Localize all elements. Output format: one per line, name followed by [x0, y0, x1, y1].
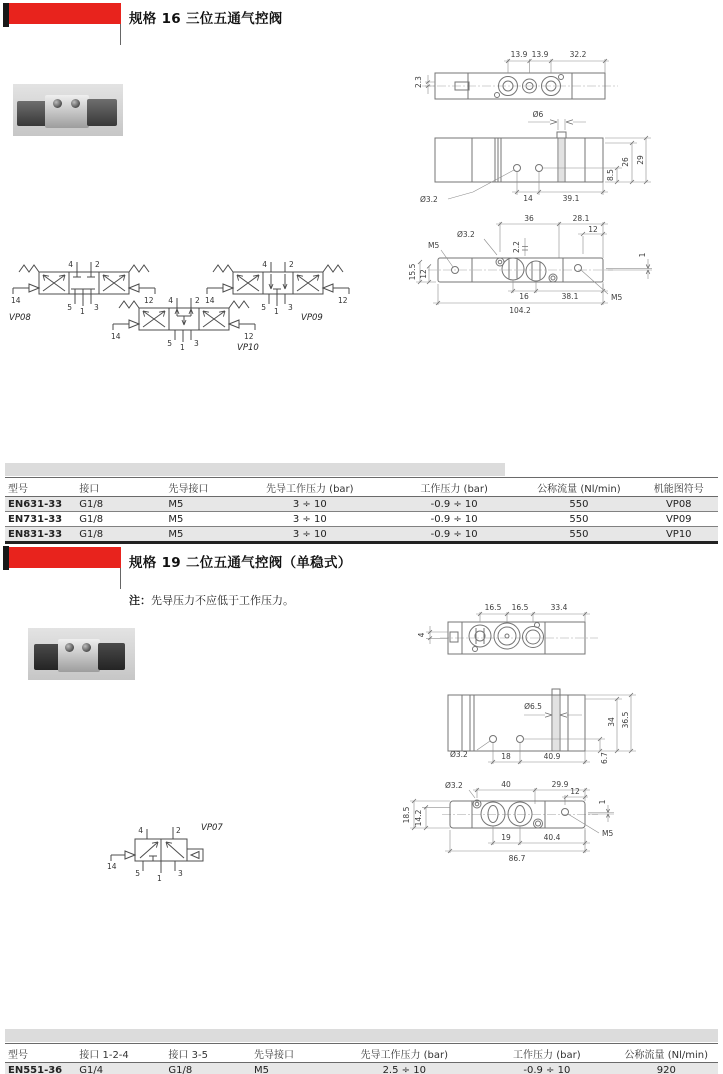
- dim-label: 39.1: [562, 194, 580, 203]
- dim-label: M5: [602, 829, 614, 838]
- header-cell: 先导工作压力 (bar): [329, 1044, 479, 1063]
- table-cell: G1/8: [168, 1064, 193, 1074]
- table-cell: G1/8: [79, 513, 104, 525]
- dim-label: 15.5: [408, 263, 417, 281]
- dim-label: 29.9: [551, 780, 569, 789]
- section2-title: 规格 19 二位五通气控阀（单稳式）: [129, 555, 352, 571]
- dim-label: Ø6: [532, 110, 544, 119]
- port-label: 2: [289, 260, 294, 269]
- valve-body: [58, 639, 100, 672]
- symbol-label: VP10: [237, 343, 259, 353]
- dim-label: 8.5: [606, 169, 615, 181]
- pneumatic-symbols-size16: [5, 250, 355, 355]
- view-top: [414, 50, 618, 99]
- dim-label: 13.9: [510, 50, 528, 59]
- header-cell: 接口 1-2-4: [76, 1044, 165, 1063]
- port-label: 3: [94, 303, 99, 312]
- table-cell: 550: [569, 528, 589, 540]
- dim-label: 14.2: [414, 809, 423, 827]
- port-label: 3: [178, 869, 183, 878]
- model-cell: EN731-33: [8, 513, 63, 525]
- table-cell: M5: [168, 513, 184, 525]
- symbol-vp08: [11, 260, 155, 316]
- note-text: 先导压力不应低于工作压力。: [151, 594, 294, 607]
- dim-label: 36: [524, 214, 534, 223]
- header-cell: 型号: [5, 478, 76, 497]
- table-cell: 3 ÷ 10: [292, 498, 327, 510]
- table-cell: -0.9 ÷ 10: [430, 513, 478, 525]
- port-label: 2: [176, 826, 181, 835]
- valve-port: [53, 99, 62, 108]
- port-label: 4: [68, 260, 73, 269]
- view-front: [448, 689, 636, 764]
- spec-table-size19: [5, 1043, 718, 1074]
- dim-label: 2.3: [414, 76, 423, 88]
- model-cell: EN631-33: [8, 498, 63, 510]
- header-cell: 先导接口: [165, 478, 229, 497]
- port-label: 2: [195, 296, 200, 305]
- table-cell: -0.9 ÷ 10: [430, 498, 478, 510]
- header-cell: 型号: [5, 1044, 76, 1063]
- valve-cap-right: [87, 99, 117, 126]
- dim-label: Ø3.2: [457, 230, 475, 239]
- valve-port: [71, 99, 80, 108]
- symbol-label: VP07: [201, 823, 223, 833]
- header-cell: 先导工作压力 (bar): [230, 478, 390, 497]
- product-photo-size19: [28, 628, 135, 680]
- dim-label: M5: [428, 241, 440, 250]
- dim-label: 12: [570, 787, 580, 796]
- spec-table-size19-wrap: [5, 1043, 718, 1074]
- symbol-label: VP08: [9, 313, 31, 323]
- model-cell: EN831-33: [8, 528, 63, 540]
- port-label: 2: [95, 260, 100, 269]
- dim-label: Ø6.5: [524, 702, 542, 711]
- port-label: 14: [205, 296, 215, 305]
- spec-table-size16-wrap: [5, 477, 718, 544]
- table-header-row: [5, 478, 718, 497]
- table-cell: 550: [569, 513, 589, 525]
- dim-label: 40.9: [543, 752, 561, 761]
- section2-divider-line: [120, 568, 121, 589]
- dim-label: 18.5: [402, 806, 411, 824]
- section1-red-banner: [9, 3, 121, 24]
- valve-cap-left: [34, 644, 60, 670]
- view-bottom: [402, 780, 614, 863]
- header-cell: 公称流量 (Nl/min): [518, 478, 639, 497]
- dim-label: 104.2: [509, 306, 531, 315]
- dim-label: 29: [636, 155, 645, 165]
- table-cell: G1/8: [79, 498, 104, 510]
- table-cell: -0.9 ÷ 10: [430, 528, 478, 540]
- dim-label: 16: [519, 292, 529, 301]
- note-label: 注：: [129, 594, 151, 607]
- port-label: 1: [274, 307, 279, 316]
- dim-label: 18: [501, 752, 511, 761]
- view-top: [417, 603, 598, 654]
- table-cell: VP08: [665, 498, 692, 510]
- header-cell: 工作压力 (bar): [390, 478, 518, 497]
- table-cell: M5: [253, 1064, 269, 1074]
- section1-divider-line: [120, 24, 121, 45]
- table-row: [5, 1063, 718, 1074]
- dim-label: 38.1: [561, 292, 579, 301]
- header-cell: 机能图符号: [640, 478, 718, 497]
- product-photo-size16: [13, 84, 123, 136]
- view-bottom: [408, 214, 652, 315]
- table2-gray-band: [5, 1029, 718, 1042]
- table-cell: G1/4: [79, 1064, 104, 1074]
- dim-label: 6.7: [600, 752, 609, 764]
- dim-label: 14: [523, 194, 533, 203]
- dim-label: 4: [417, 632, 426, 638]
- dim-label: M5: [611, 293, 623, 302]
- dim-label: 16.5: [484, 603, 502, 612]
- section2-red-banner: [9, 547, 121, 568]
- port-label: 12: [338, 296, 348, 305]
- table-cell: -0.9 ÷ 10: [523, 1064, 571, 1074]
- dim-label: 28.1: [572, 214, 590, 223]
- port-label: 1: [180, 343, 185, 352]
- header-cell: 公称流量 (Nl/min): [615, 1044, 718, 1063]
- table-cell: 550: [569, 498, 589, 510]
- table-cell: 3 ÷ 10: [292, 513, 327, 525]
- port-label: 4: [168, 296, 173, 305]
- table-cell: 2.5 ÷ 10: [382, 1064, 426, 1074]
- dim-label: 19: [501, 833, 511, 842]
- valve-port: [82, 643, 91, 652]
- dim-label: Ø3.2: [420, 195, 438, 204]
- dim-label: 36.5: [621, 711, 630, 729]
- dim-label: Ø3.2: [450, 750, 468, 759]
- valve-cap-right: [98, 643, 125, 670]
- dim-label: 32.2: [569, 50, 587, 59]
- valve-port: [65, 643, 74, 652]
- port-label: 12: [144, 296, 154, 305]
- model-cell: EN551-36: [8, 1064, 63, 1074]
- header-cell: 先导接口: [251, 1044, 329, 1063]
- port-label: 3: [194, 339, 199, 348]
- port-label: 4: [138, 826, 143, 835]
- dim-label: 26: [621, 157, 630, 167]
- spec-table-size16: [5, 477, 718, 544]
- valve-body: [45, 95, 89, 128]
- port-label: 5: [167, 339, 172, 348]
- table-cell: G1/8: [79, 528, 104, 540]
- dim-label: 1: [598, 799, 607, 805]
- technical-drawing-size16: [400, 42, 720, 322]
- table-cell: M5: [168, 498, 184, 510]
- dim-label: 12: [419, 269, 428, 279]
- port-label: 12: [244, 332, 254, 341]
- dim-label: 16.5: [511, 603, 529, 612]
- dim-label: Ø3.2: [445, 781, 463, 790]
- table-row: [5, 512, 718, 527]
- dim-label: 1: [638, 252, 647, 258]
- header-cell: 接口: [76, 478, 165, 497]
- header-cell: 工作压力 (bar): [479, 1044, 614, 1063]
- port-label: 14: [11, 296, 21, 305]
- port-label: 1: [157, 874, 162, 883]
- view-front: [420, 110, 651, 204]
- technical-drawing-size19: [400, 592, 720, 874]
- port-label: 14: [111, 332, 121, 341]
- table-header-row: [5, 1044, 718, 1063]
- dim-label: 13.9: [531, 50, 549, 59]
- pilot-pressure-note: [129, 592, 294, 608]
- dim-label: 40: [501, 780, 511, 789]
- port-label: 5: [261, 303, 266, 312]
- port-label: 14: [107, 862, 117, 871]
- dim-label: 34: [607, 717, 616, 727]
- dim-label: 40.4: [543, 833, 561, 842]
- symbol-vp10: [111, 296, 255, 352]
- port-label: 5: [67, 303, 72, 312]
- symbol-label: VP09: [301, 313, 323, 323]
- symbol-vp07: [107, 826, 203, 883]
- dim-label: 86.7: [508, 854, 526, 863]
- pneumatic-symbol-vp07: [95, 815, 265, 890]
- dim-label: 2.2: [512, 241, 521, 253]
- table-cell: M5: [168, 528, 184, 540]
- port-label: 1: [80, 307, 85, 316]
- dim-label: 33.4: [550, 603, 568, 612]
- table-cell: VP10: [665, 528, 692, 540]
- table-row: [5, 497, 718, 512]
- valve-cap-left: [17, 101, 47, 126]
- table-cell: 3 ÷ 10: [292, 528, 327, 540]
- port-label: 5: [135, 869, 140, 878]
- header-cell: 接口 3-5: [165, 1044, 251, 1063]
- table-cell: 920: [656, 1064, 676, 1074]
- table-cell: VP09: [665, 513, 692, 525]
- dim-label: 12: [588, 225, 598, 234]
- port-label: 3: [288, 303, 293, 312]
- section1-title: 规格 16 三位五通气控阀: [129, 11, 283, 27]
- table1-gray-band: [5, 463, 505, 476]
- table-row: [5, 527, 718, 543]
- port-label: 4: [262, 260, 267, 269]
